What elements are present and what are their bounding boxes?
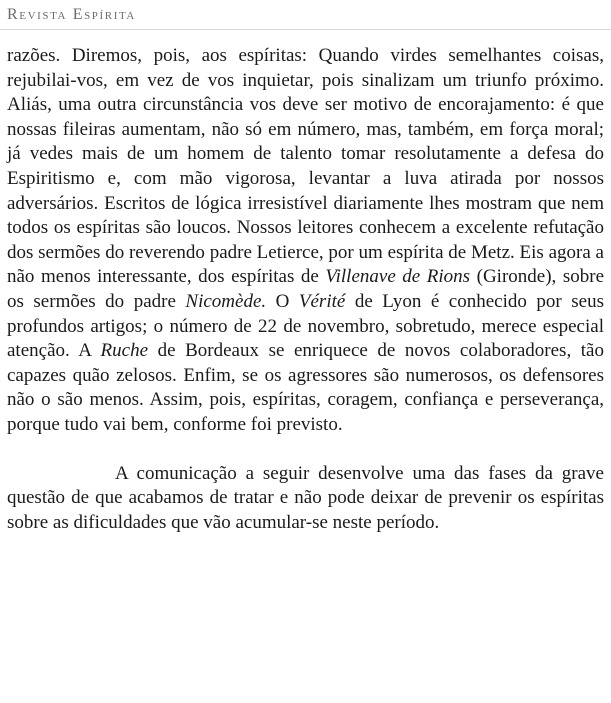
page-body <box>7 44 604 535</box>
paragraph-1-text-d: de Lyon é conhecido por seus profundos artigos; o número de 22 de novembro, sobretudo, merece especial atenção. A <box>7 290 604 362</box>
paragraph-1-text-a: razões. Diremos, pois, aos espíritas: Quando virdes semelhantes coisas, rejubilai-vos, em vez de vos inquietar, pois sinalizam um triunfo próximo. Aliás, uma outra circunstância vos deve ser motivo de encorajamento: é que nossas fileiras aumentam, não só em número, mas, também, em força moral; já vedes mais de um homem de talento tomar resolutamente a defesa do Espiritismo e, com mão vigorosa, levantar a luva atirada por nossos adversários. Escritos de lógica irresistível diariamente lhes mostram que nem todos os espíritas são loucos. Nossos leitores conhecem a excelente refutação dos sermões do reverendo padre Letierce, por um espírita de Metz. Eis agora a não menos interessante, dos espíritas de <box>7 45 604 288</box>
paragraph-1 <box>7 44 604 438</box>
running-header-title: Revista Espírita <box>7 6 136 23</box>
header-divider <box>0 29 611 30</box>
journal-name-ruche: Ruche <box>100 340 149 362</box>
paragraph-2: A comunicação a seguir desenvolve uma das fases da grave questão de que acabamos de tratar e não pode deixar de prevenir os espíritas sobre as dificuldades que vão acumular-se neste período. <box>7 462 604 533</box>
journal-name-verite: Vérité <box>298 290 346 312</box>
paragraph-1-text-c: O <box>266 290 299 312</box>
priest-name-nicomede: Nicomède. <box>185 290 267 312</box>
place-name-villenave: Villenave de Rions <box>325 266 471 288</box>
paragraph-1-text-b: (Gironde), sobre os sermões do padre <box>7 266 604 312</box>
paragraph-1-text-e: de Bordeaux se enriquece de novos colaboradores, tão capazes quão zelosos. Enfim, se os agressores são numerosos, os defensores não o são menos. Assim, pois, espíritas, coragem, confiança e perseverança, porque tudo vai bem, conforme foi previsto. <box>7 340 604 435</box>
